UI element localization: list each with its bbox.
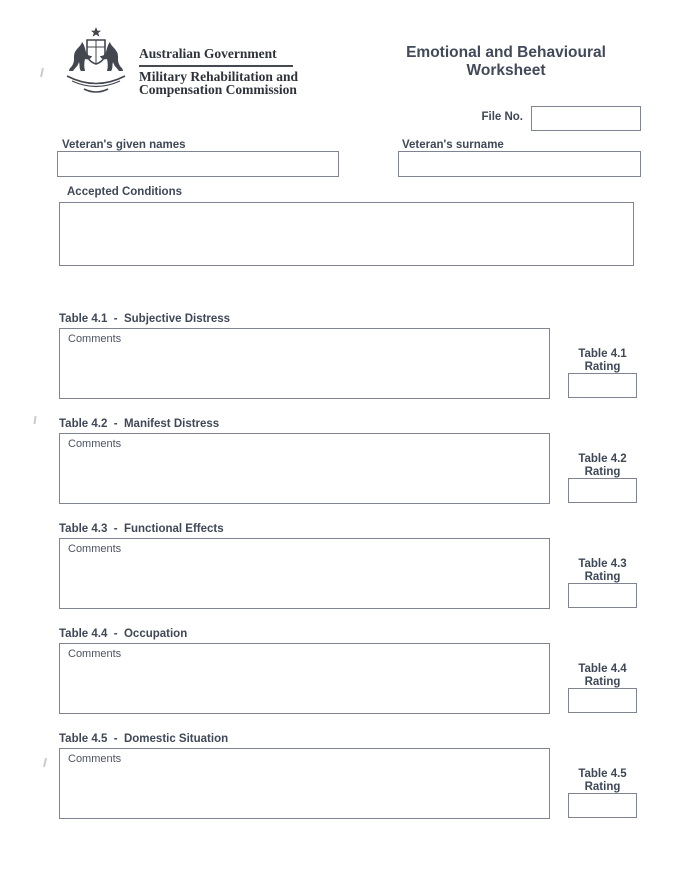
section-table-4-2 [0,418,684,522]
section-heading: Table 4.4 - Occupation [59,628,188,640]
rating-label [555,558,650,584]
surname-label: Veteran's surname [402,139,504,151]
scan-artifact [40,68,44,77]
rating-input[interactable] [568,688,637,713]
section-heading: Table 4.2 - Manifest Distress [59,418,220,430]
rating-label [555,768,650,794]
rating-label [555,453,650,479]
comments-input[interactable] [59,538,550,609]
comments-input[interactable] [59,328,550,399]
section-heading: Table 4.5 - Domestic Situation [59,733,229,745]
rating-input[interactable] [568,478,637,503]
section-table-4-3 [0,523,684,627]
section-table-4-1 [0,313,684,417]
given-names-input[interactable] [57,151,339,177]
gov-title: Australian Government [139,46,277,61]
rating-label-title: Table 4.5 [578,768,627,780]
rating-label-caption: Rating [584,466,621,478]
rating-input[interactable] [568,583,637,608]
section-table-4-5 [0,733,684,837]
gov-divider [139,65,293,67]
section-heading: Table 4.1 - Subjective Distress [59,313,231,325]
australian-coat-of-arms-icon [55,26,137,96]
rating-label-title: Table 4.2 [578,453,627,465]
page-title [375,44,637,80]
file-no-label: File No. [481,111,523,123]
rating-label [555,663,650,689]
accepted-conditions-input[interactable] [59,202,634,266]
rating-label [555,348,650,374]
comments-input[interactable] [59,433,550,504]
section-table-4-4 [0,628,684,732]
rating-label-caption: Rating [584,676,621,688]
surname-input[interactable] [398,151,641,177]
rating-label-title: Table 4.4 [578,663,627,675]
agency-name-line1: Military Rehabilitation and [139,69,299,84]
rating-label-caption: Rating [584,571,621,583]
rating-label-caption: Rating [584,361,621,373]
government-header [139,46,319,96]
page-title-line1: Emotional and Behavioural [406,44,606,61]
rating-label-title: Table 4.3 [578,558,627,570]
comments-label: Comments [68,438,122,450]
accepted-conditions-label: Accepted Conditions [67,186,183,198]
comments-label: Comments [68,333,122,345]
agency-name-line2: Compensation Commission [139,82,297,97]
comments-label: Comments [68,753,122,765]
given-names-label: Veteran's given names [62,139,186,151]
comments-input[interactable] [59,748,550,819]
rating-input[interactable] [568,373,637,398]
comments-label: Comments [68,648,122,660]
rating-input[interactable] [568,793,637,818]
comments-label: Comments [68,543,122,555]
file-no-input[interactable] [531,106,641,131]
section-heading: Table 4.3 - Functional Effects [59,523,224,535]
page-title-line2: Worksheet [466,62,546,79]
comments-input[interactable] [59,643,550,714]
rating-label-title: Table 4.1 [578,348,627,360]
rating-label-caption: Rating [584,781,621,793]
